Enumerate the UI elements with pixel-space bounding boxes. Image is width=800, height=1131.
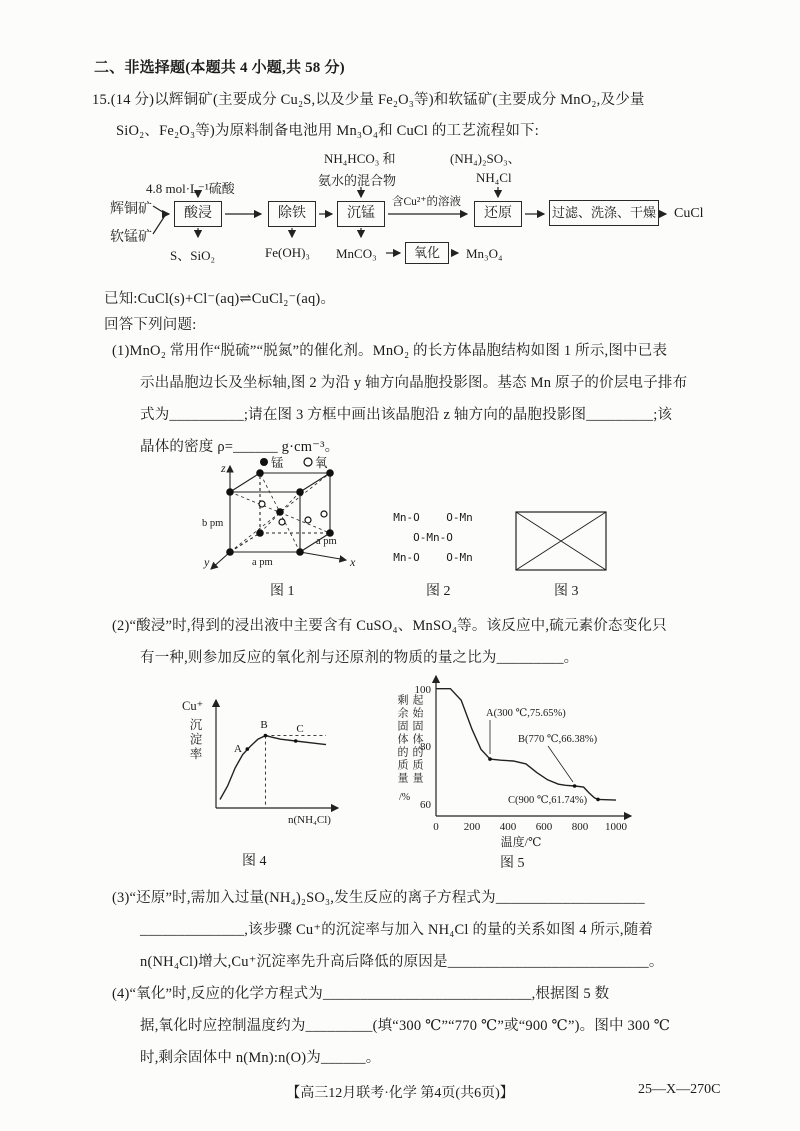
flow-box-precipitate-mn: 沉锰 <box>337 201 385 227</box>
flow-box-reduce: 还原 <box>474 201 522 227</box>
figure5-annotation-a: A(300 ℃,75.65%) <box>486 708 566 719</box>
flow-reagent-mix-line2: 氨水的混合物 <box>318 173 397 188</box>
answer-frame-svg <box>514 510 608 572</box>
question-15-intro-line1: 15.(14 分)以辉铜矿(主要成分 Cu₂S,以及少量 Fe₂O₃等)和软锰矿(主要成分 MnO₂,及少量 <box>92 92 645 108</box>
figure4-point-a-label: A <box>234 743 242 755</box>
flow-box-remove-iron: 除铁 <box>268 201 316 227</box>
edge-a-bottom-label: a pm <box>252 557 273 568</box>
figure5-xlabel: 温度/℃ <box>500 835 542 849</box>
legend-mn-label: 锰 <box>271 456 284 470</box>
part1-line2: 式为__________;请在图 3 方框中画出该晶胞沿 z 轴方向的晶胞投影图_________;该 <box>140 407 673 423</box>
figure4-ylabel-top: Cu⁺ <box>182 699 204 713</box>
flow-reagent-acid: 4.8 mol·L⁻¹硫酸 <box>146 181 235 196</box>
figure2-caption: 图 2 <box>426 584 451 599</box>
flow-product-mn3o4: Mn₃O₄ <box>466 246 503 261</box>
flow-input-ore-top: 辉铜矿 <box>110 202 152 217</box>
figure5-xtick-800: 800 <box>571 821 589 833</box>
part4-line0: (4)“氧化”时,反应的化学方程式为____________________________,根据图 5 数 <box>112 986 610 1002</box>
figure5-xtick-600: 600 <box>535 821 553 833</box>
figure5-ylabel-numerator: 剩余固体的质量 <box>396 694 408 785</box>
figure5-xtick-200: 200 <box>463 821 481 833</box>
section-header: 二、非选择题(本题共 4 小题,共 58 分) <box>94 60 345 76</box>
figure4-xlabel: n(NH₄Cl) <box>288 814 331 826</box>
figure5-ytick-60: 60 <box>420 799 431 811</box>
answer-prompt: 回答下列问题: <box>104 317 197 333</box>
flow-residue-feoh3: Fe(OH)₃ <box>265 245 310 260</box>
flow-box-leach: 酸浸 <box>174 201 222 227</box>
flow-box-oxidize: 氧化 <box>405 242 449 264</box>
figure4-point-b-label: B <box>260 719 268 731</box>
figure1-caption: 图 1 <box>270 584 295 599</box>
part3-line0: (3)“还原”时,需加入过量(NH₄)₂SO₃,发生反应的离子方程式为____________________ <box>112 890 645 906</box>
process-flow-diagram <box>108 146 798 286</box>
figure5-xtick-0: 0 <box>433 821 439 833</box>
figure5-ytick-100: 100 <box>414 684 431 696</box>
part1-line1: 示出晶胞边长及坐标轴,图 2 为沿 y 轴方向晶胞投影图。基态 Mn 原子的价层电子排布 <box>140 375 688 391</box>
legend-o-label: 氧 <box>315 456 328 470</box>
flow-stream-cu-solution: 含Cu²⁺的溶液 <box>392 196 461 208</box>
figure2-projection <box>383 508 483 567</box>
flow-reagent-reduce-line2: NH₄Cl <box>476 170 512 185</box>
axis-x-label: x <box>350 555 356 569</box>
flow-product-cucl: CuCl <box>674 206 704 221</box>
figure5-annotation-b: B(770 ℃,66.38%) <box>518 734 598 745</box>
figure5-ytick-80: 80 <box>420 741 431 753</box>
figure5-xtick-1000: 1000 <box>605 821 627 833</box>
flow-residue-s-sio2: S、SiO₂ <box>170 248 215 263</box>
flow-box-filter-wash-dry: 过滤、洗涤、干燥 <box>549 200 659 226</box>
part3-line2: n(NH₄Cl)增大,Cu⁺沉淀率先升高后降低的原因是___________________________。 <box>140 954 664 970</box>
part4-line2: 时,剩余固体中 n(Mn):n(O)为______。 <box>140 1050 381 1066</box>
figure4-point-c-label: C <box>296 723 304 735</box>
figure3-answer-frame <box>514 510 608 572</box>
figure5-xtick-400: 400 <box>499 821 517 833</box>
figure5-ylabel-unit: /% <box>399 792 411 803</box>
part2-line1: 有一种,则参加反应的氧化剂与还原剂的物质的量之比为_________。 <box>140 650 579 666</box>
part1-line0: (1)MnO₂ 常用作“脱硫”“脱氮”的催化剂。MnO₂ 的长方体晶胞结构如图 1 所示,图中已表 <box>112 343 668 359</box>
known-equation: 已知:CuCl(s)+Cl⁻(aq)⇌CuCl₂⁻(aq)。 <box>104 291 336 307</box>
figure5-svg <box>386 666 651 856</box>
edge-b-label: b pm <box>202 518 224 529</box>
flow-reagent-reduce-line1: (NH₄)₂SO₃、 <box>450 151 521 166</box>
figure4-chart <box>176 686 351 846</box>
part1-line3: 晶体的密度 ρ=______ g·cm⁻³。 <box>140 439 340 455</box>
figure5-annotation-c: C(900 ℃,61.74%) <box>508 795 588 806</box>
figure1-unit-cell <box>196 452 376 574</box>
part2-line0: (2)“酸浸”时,得到的浸出液中主要含有 CuSO₄、MnSO₄等。该反应中,硫元素价态变化只 <box>112 618 667 634</box>
flow-residue-mnco3: MnCO₃ <box>336 246 377 261</box>
figure4-ylabel-vertical: 沉淀率 <box>188 718 202 762</box>
figure2-row3: Mn-O O-Mn <box>393 550 473 564</box>
figure2-row2: O-Mn-O <box>413 530 453 544</box>
figure5-caption: 图 5 <box>500 856 525 871</box>
axis-z-label: z <box>221 461 226 475</box>
part4-line1: 据,氧化时应控制温度约为_________(填“300 ℃”“770 ℃”或“900 ℃”)。图中 300 ℃ <box>140 1018 671 1034</box>
edge-a-right-label: a pm <box>316 536 337 547</box>
figure2-row1: Mn-O O-Mn <box>393 511 473 524</box>
figure4-caption: 图 4 <box>242 854 267 869</box>
part3-line1: ______________,该步骤 Cu⁺的沉淀率与加入 NH₄Cl 的量的关系如图 4 所示,随着 <box>140 922 654 938</box>
figure3-caption: 图 3 <box>554 584 579 599</box>
question-15-intro-line2: SiO₂、Fe₂O₃等)为原料制备电池用 Mn₃O₄和 CuCl 的工艺流程如下: <box>116 123 539 139</box>
flow-input-ore-bottom: 软锰矿 <box>110 230 152 245</box>
unit-cell-svg <box>196 452 376 574</box>
footer-page-info: 【高三12月联考·化学 第4页(共6页)】 <box>286 1086 514 1101</box>
axis-y-label: y <box>204 555 210 569</box>
flow-reagent-mix-line1: NH₄HCO₃ 和 <box>324 151 396 166</box>
figure5-ylabel-denominator: 起始固体的质量 <box>411 694 423 785</box>
figure5-chart <box>386 666 651 856</box>
footer-paper-code: 25—X—270C <box>638 1082 721 1097</box>
